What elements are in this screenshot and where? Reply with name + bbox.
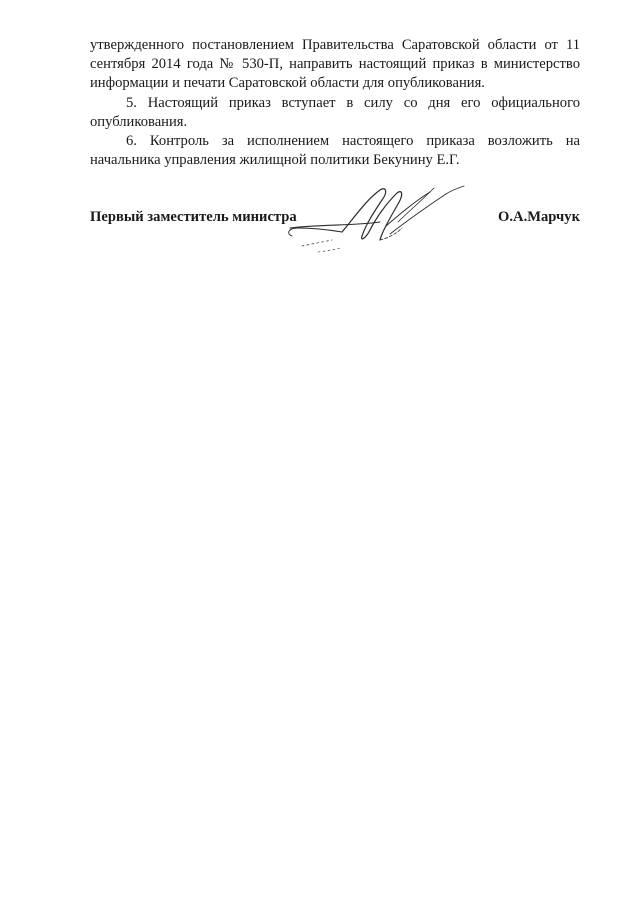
paragraph-continuation: утвержденного постановлением Правительства Саратовской области от 11 сентября 2014 года № 530-П, направить настоящий приказ в министерство информации и печати Саратовской области для опубликования. [90,37,580,92]
paragraph-item-6: 6. Контроль за исполнением настоящего приказа возложить на начальника управления жилищной политики Бекунину Е.Г. [90,133,580,169]
signatory-title: Первый заместитель министра [90,209,297,225]
handwritten-signature [282,178,477,258]
paragraph-item-5: 5. Настоящий приказ вступает в силу со дня его официального опубликования. [90,94,580,130]
signatory-name: О.А.Марчук [498,209,580,225]
document-body [90,36,580,170]
